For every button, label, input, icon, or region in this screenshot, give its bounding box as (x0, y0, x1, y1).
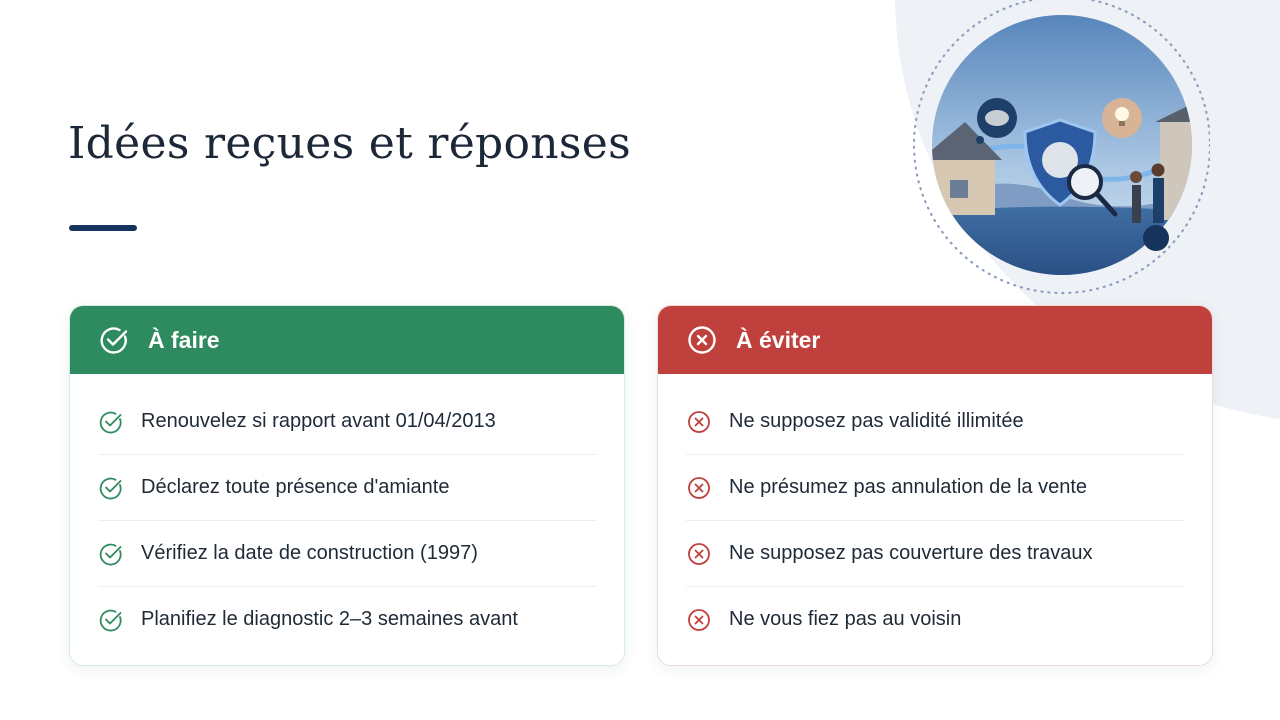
dont-list-item (686, 389, 1184, 455)
dont-item-text: Ne présumez pas annulation de la vente (729, 476, 1088, 498)
do-item-text: Renouvelez si rapport avant 01/04/2013 (141, 410, 496, 432)
dont-item-text: Ne vous fiez pas au voisin (729, 608, 962, 630)
dont-card-header (658, 306, 1212, 374)
do-item-text: Déclarez toute présence d'amiante (141, 476, 450, 498)
x-circle-icon (686, 541, 712, 567)
title-underline (69, 225, 137, 231)
dont-list-item (686, 587, 1184, 652)
dont-item-text: Ne supposez pas validité illimitée (729, 410, 1024, 432)
x-circle-icon (686, 409, 712, 435)
check-circle-icon (98, 475, 124, 501)
dont-item-text: Ne supposez pas couverture des travaux (729, 542, 1093, 564)
dont-card-title: À éviter (736, 326, 821, 353)
do-list (70, 374, 624, 652)
dont-list-item (686, 521, 1184, 587)
do-item-text: Planifiez le diagnostic 2–3 semaines avant (141, 608, 518, 630)
do-list-item (98, 521, 596, 587)
do-card (69, 305, 625, 666)
x-circle-icon (686, 607, 712, 633)
page-title: Idées reçues et réponses (68, 118, 632, 169)
check-circle-icon (98, 607, 124, 633)
check-circle-icon (98, 541, 124, 567)
check-circle-icon (98, 324, 130, 356)
do-list-item (98, 455, 596, 521)
hero-illustration (910, 0, 1210, 300)
do-card-header (70, 306, 624, 374)
do-list-item (98, 389, 596, 455)
dont-list (658, 374, 1212, 652)
do-card-title: À faire (148, 326, 220, 353)
check-circle-icon (98, 409, 124, 435)
x-circle-icon (686, 324, 718, 356)
do-item-text: Vérifiez la date de construction (1997) (141, 542, 478, 564)
dont-list-item (686, 455, 1184, 521)
dont-card (657, 305, 1213, 666)
x-circle-icon (686, 475, 712, 501)
do-list-item (98, 587, 596, 652)
